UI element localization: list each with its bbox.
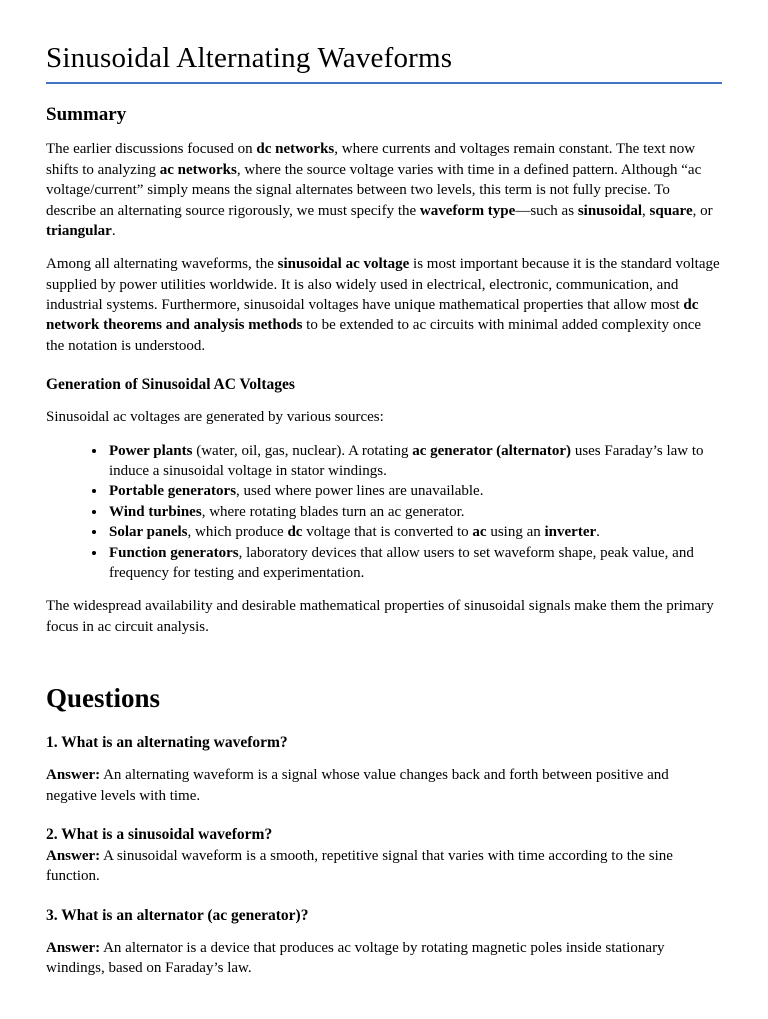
bold-text-run: triangular (46, 222, 112, 239)
heading-questions (46, 683, 722, 714)
paragraph-intro (46, 139, 722, 241)
text-run: 2. What is a sinusoidal waveform? (46, 825, 273, 843)
text-run: . (596, 524, 600, 541)
text-run: , where rotating blades turn an ac generator. (201, 503, 465, 520)
text-run: is most important because it is the standard voltage supplied by power utilities worldwide. It is also widely used in electrical, electronic, communication, and industrial systems. Furthermore, sinusoidal voltages have unique mathematical properties that allow most (46, 256, 720, 314)
bold-text-run: Answer: (46, 767, 101, 784)
bold-text-run: ac generator (alternator) (412, 442, 572, 459)
text-run: 3. What is an alternator (ac generator)? (46, 906, 309, 924)
text-run: , where currents and voltages remain constant. The text now shifts to analyzing (46, 141, 696, 178)
bold-text-run: inverter (544, 524, 597, 541)
bullet-item-function-generators (107, 543, 722, 584)
text-run: Among all alternating waveforms, the (46, 256, 278, 273)
answer-2 (46, 846, 722, 887)
text-run: , or (692, 202, 713, 219)
bold-text-run: Wind turbines (109, 503, 202, 520)
text-run: (water, oil, gas, nuclear). A rotating (192, 442, 413, 459)
bold-text-run: Portable generators (109, 483, 237, 500)
text-run: Sinusoidal Alternating Waveforms (46, 42, 453, 74)
text-run: Generation of Sinusoidal AC Voltages (46, 376, 295, 394)
text-run: , which produce (187, 524, 288, 541)
document-body (46, 42, 722, 979)
bold-text-run: Solar panels (109, 524, 188, 541)
question-1-heading (46, 734, 722, 752)
paragraph-importance (46, 254, 722, 356)
text-run: to be extended to ac circuits with minimal added complexity once the notation is understood. (46, 317, 702, 354)
question-2-heading (46, 826, 722, 844)
text-run: voltage that is converted to (302, 524, 473, 541)
doc-title (46, 42, 722, 84)
text-run: A sinusoidal waveform is a smooth, repetitive signal that varies with time according to the sine function. (46, 847, 673, 885)
bold-text-run: Answer: (46, 847, 101, 864)
heading-generation (46, 376, 722, 394)
bullet-item-wind-turbines (107, 502, 722, 522)
bold-text-run: ac networks (159, 161, 237, 178)
bold-text-run: square (649, 202, 693, 219)
answer-1 (46, 765, 722, 806)
bold-text-run: Answer: (46, 939, 101, 956)
text-run: 1. What is an alternating waveform? (46, 734, 288, 752)
text-run: Sinusoidal ac voltages are generated by various sources: (46, 409, 384, 426)
text-run: —such as (515, 202, 578, 219)
text-run: uses Faraday’s law to induce a sinusoidal voltage in stator windings. (109, 442, 704, 480)
bullet-item-portable-generators (107, 481, 722, 501)
bold-text-run: dc networks (256, 141, 335, 158)
paragraph-conclusion (46, 596, 722, 637)
bullet-item-power-plants (107, 441, 722, 482)
text-run: Questions (46, 683, 161, 714)
answer-3 (46, 938, 722, 979)
bold-text-run: sinusoidal ac voltage (277, 256, 410, 273)
text-run: using an (486, 524, 545, 541)
text-run: An alternating waveform is a signal whose value changes back and forth between positive and negative levels with time. (46, 767, 669, 804)
bold-text-run: Power plants (109, 442, 193, 459)
text-run: , (642, 202, 650, 219)
bold-text-run: waveform type (419, 202, 516, 219)
text-run: The earlier discussions focused on (46, 141, 257, 158)
text-run: Summary (46, 104, 127, 126)
bold-text-run: dc (287, 524, 303, 541)
question-3-heading (46, 907, 722, 925)
bold-text-run: Function generators (109, 544, 239, 561)
paragraph-sources-intro (46, 407, 722, 427)
bold-text-run: ac (472, 524, 487, 541)
text-run: , where the source voltage varies with time in a defined pattern. Although “ac voltage/current” simply means the signal alternates between two levels, this term is not fully precise. To describe an alternating source rigorously, we must specify the (46, 161, 702, 219)
text-run: An alternator is a device that produces ac voltage by rotating magnetic poles inside stationary windings, based on Faraday’s law. (46, 939, 665, 977)
bold-text-run: dc network theorems and analysis methods (46, 297, 699, 334)
bullet-list-sources (46, 441, 722, 584)
text-run: , laboratory devices that allow users to set waveform shape, peak value, and frequency for testing and experimentation. (109, 544, 694, 581)
text-run: . (111, 222, 116, 239)
text-run: The widespread availability and desirable mathematical properties of sinusoidal signals make them the primary focus in ac circuit analysis. (46, 598, 714, 635)
heading-summary (46, 104, 722, 126)
bold-text-run: sinusoidal (577, 202, 643, 219)
bullet-item-solar-panels (107, 522, 722, 542)
text-run: , used where power lines are unavailable. (236, 483, 484, 500)
